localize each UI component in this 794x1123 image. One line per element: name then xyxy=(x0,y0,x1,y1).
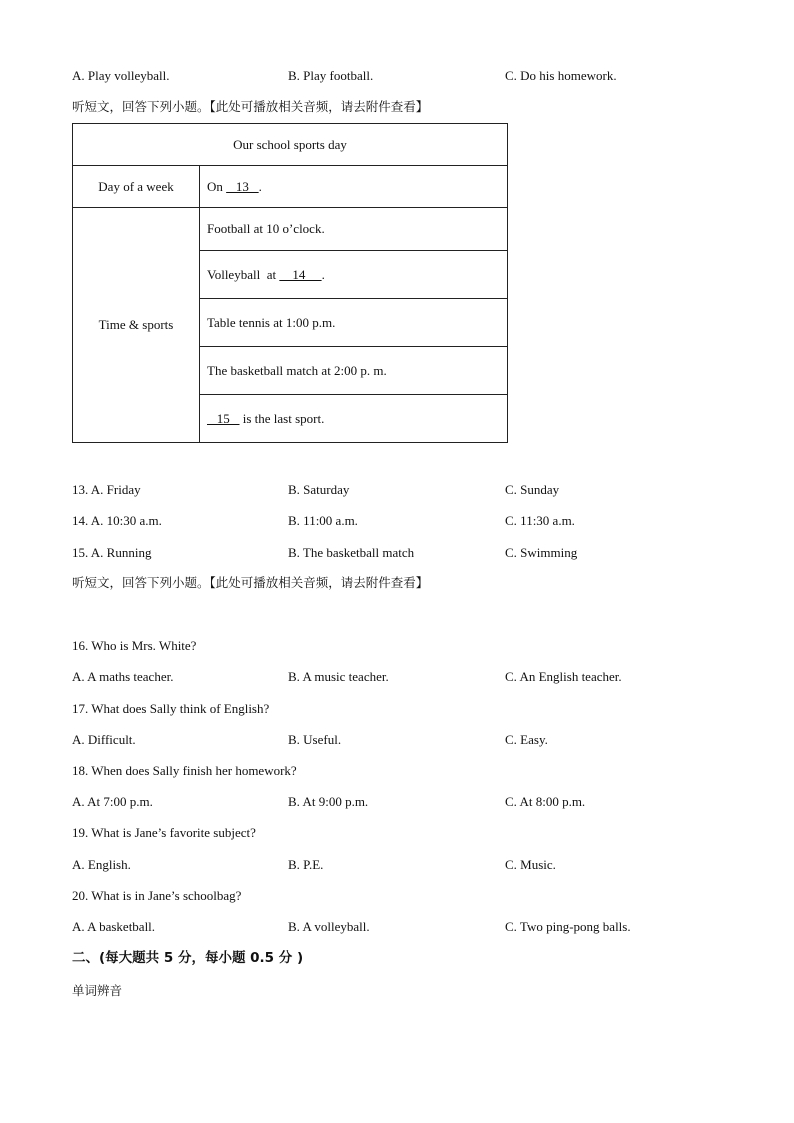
sport-item-1-text: Football at 10 o’clock. xyxy=(207,221,325,236)
q18-option-c: C. At 8:00 p.m. xyxy=(505,794,586,809)
section-2-subtitle: 单词辨音 xyxy=(72,983,123,998)
item2-prefix: Volleyball at xyxy=(207,266,280,282)
q12-option-b: B. Play football. xyxy=(288,68,374,83)
q16-option-a: A. A maths teacher. xyxy=(72,669,174,684)
q19-option-a: A. English. xyxy=(72,857,131,872)
q20-option-c: C. Two ping-pong balls. xyxy=(505,919,631,934)
sport-item-2 xyxy=(199,250,508,299)
listening-instruction-2: 听短文，回答下列小题。【此处可播放相关音频，请去附件查看】 xyxy=(72,575,429,590)
q13-option-c: C. Sunday xyxy=(505,482,560,497)
sport-item-5 xyxy=(199,394,508,443)
section-2-heading: 二、(每大题共 5 分，每小题 0.5 分 ) xyxy=(72,950,304,966)
day-prefix: On xyxy=(207,178,227,194)
sport-item-5-text xyxy=(207,411,324,427)
q12-option-a: A. Play volleyball. xyxy=(72,68,170,83)
sport-item-4-text: The basketball match at 2:00 p. m. xyxy=(207,362,387,378)
item2-suffix: . xyxy=(321,266,325,282)
q13-option-b: B. Saturday xyxy=(288,482,350,497)
q17-option-c: C. Easy. xyxy=(505,732,548,747)
blank-14: 14 xyxy=(279,266,322,282)
q16-option-c: C. An English teacher. xyxy=(505,669,622,684)
q16-question: 16. Who is Mrs. White? xyxy=(72,638,197,653)
item5-suffix: is the last sport. xyxy=(239,410,325,426)
q18-option-b: B. At 9:00 p.m. xyxy=(288,794,369,809)
time-label-cell xyxy=(72,207,200,443)
q20-option-a: A. A basketball. xyxy=(72,919,156,934)
q17-question: 17. What does Sally think of English? xyxy=(72,701,270,716)
day-value-cell xyxy=(199,165,508,208)
q16-option-b: B. A music teacher. xyxy=(288,669,389,684)
blank-15: 15 xyxy=(207,410,240,426)
table-title-cell xyxy=(72,123,508,166)
time-label: Time & sports xyxy=(98,317,174,332)
table-title: Our school sports day xyxy=(233,136,347,152)
sport-item-1 xyxy=(199,207,508,251)
q13-option-a: 13. A. Friday xyxy=(72,482,141,497)
q15-option-c: C. Swimming xyxy=(505,545,578,560)
listening-instruction-1: 听短文，回答下列小题。【此处可播放相关音频，请去附件查看】 xyxy=(72,99,429,114)
q17-option-b: B. Useful. xyxy=(288,732,342,747)
q20-option-b: B. A volleyball. xyxy=(288,919,370,934)
q12-option-c: C. Do his homework. xyxy=(505,68,617,83)
day-value xyxy=(207,179,262,195)
q20-question: 20. What is in Jane’s schoolbag? xyxy=(72,888,242,903)
day-suffix: . xyxy=(258,178,262,194)
day-label-cell xyxy=(72,165,200,208)
q19-option-b: B. P.E. xyxy=(288,857,324,872)
q19-question: 19. What is Jane’s favorite subject? xyxy=(72,825,256,840)
sports-day-table xyxy=(72,123,508,443)
q18-question: 18. When does Sally finish her homework? xyxy=(72,763,297,778)
q15-option-b: B. The basketball match xyxy=(288,545,415,560)
q14-option-c: C. 11:30 a.m. xyxy=(505,513,575,528)
sport-item-4 xyxy=(199,346,508,395)
q19-option-c: C. Music. xyxy=(505,857,556,872)
sport-item-3-text: Table tennis at 1:00 p.m. xyxy=(207,314,336,330)
q18-option-a: A. At 7:00 p.m. xyxy=(72,794,153,809)
sport-item-2-text xyxy=(207,267,325,283)
q15-option-a: 15. A. Running xyxy=(72,545,152,560)
q17-option-a: A. Difficult. xyxy=(72,732,136,747)
q14-option-b: B. 11:00 a.m. xyxy=(288,513,358,528)
day-label: Day of a week xyxy=(98,178,174,194)
sport-item-3 xyxy=(199,298,508,347)
blank-13: 13 xyxy=(226,178,259,194)
q14-option-a: 14. A. 10:30 a.m. xyxy=(72,513,162,528)
